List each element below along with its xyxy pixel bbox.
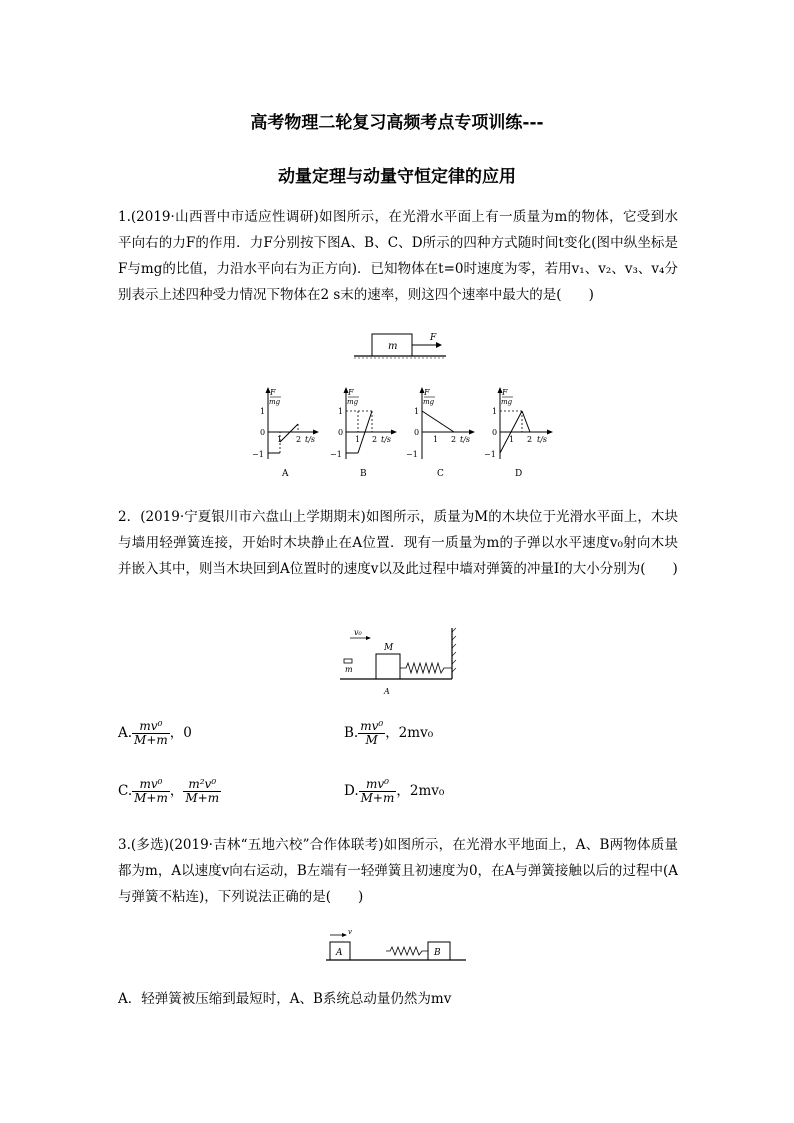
svg-text:0: 0 bbox=[414, 428, 420, 437]
svg-text:1: 1 bbox=[355, 435, 361, 444]
svg-text:F: F bbox=[424, 388, 430, 397]
svg-text:2: 2 bbox=[451, 435, 457, 444]
title-line-2: 动量定理与动量守恒定律的应用 bbox=[278, 167, 516, 187]
svg-text:1: 1 bbox=[433, 435, 439, 444]
svg-text:mg: mg bbox=[423, 398, 435, 406]
q3-A-label: A bbox=[336, 948, 343, 958]
svg-text:mg: mg bbox=[269, 398, 281, 406]
q1-graph-c-label: C bbox=[437, 469, 444, 479]
svg-text:−1: −1 bbox=[330, 450, 342, 459]
q2-m-label: m bbox=[345, 665, 353, 674]
q2-v0-label: v₀ bbox=[354, 628, 362, 637]
q2-spring-figure bbox=[336, 624, 460, 700]
svg-text:0: 0 bbox=[492, 428, 498, 437]
q2-option-b: B. $\frac{\text{mv⁰}}{M}$ ，2mv₀ bbox=[344, 719, 434, 747]
q2-option-c: C. $\frac{\text{mv⁰}}{M+m}$ ， $\frac{\text{m²v⁰}}{M+m}$ bbox=[118, 777, 220, 805]
svg-text:F: F bbox=[348, 388, 354, 397]
svg-text:−1: −1 bbox=[252, 450, 264, 459]
svg-text:0: 0 bbox=[338, 428, 344, 437]
q2-option-a: A. $\frac{\text{mv⁰}}{M+m}$ ，0 bbox=[118, 719, 192, 747]
svg-text:2: 2 bbox=[296, 435, 302, 444]
svg-text:1: 1 bbox=[414, 407, 420, 416]
svg-text:t/s: t/s bbox=[460, 435, 471, 444]
svg-text:mg: mg bbox=[501, 398, 513, 406]
question-3-text: 3.(多选)(2019·吉林“五地六校”合作体联考)如图所示，在光滑水平地面上，A、B两物体质量都为m，A以速度v向右运动，B左端有一轻弹簧且初速度为0，在A与弹簧接触以后的过程中(A与弹簧不粘连)，下列说法正确的是( ) bbox=[118, 837, 678, 905]
q1-graph-b bbox=[328, 384, 398, 479]
q1-graph-d bbox=[482, 384, 554, 479]
svg-text:1: 1 bbox=[260, 407, 266, 416]
svg-text:t/s: t/s bbox=[381, 435, 392, 444]
question-2-text: 2．(2019·宁夏银川市六盘山上学期期末)如图所示，质量为M的木块位于光滑水平面上，木块与墙用轻弹簧连接，开始时木块静止在A位置．现有一质量为m的子弹以水平速度v₀射向木块并嵌入其中，则当木块回到A位置时的速度v以及此过程中墙对弹簧的冲量I的大小分别为( ) bbox=[118, 509, 678, 577]
q3-v-label: v bbox=[348, 928, 352, 936]
svg-text:t/s: t/s bbox=[537, 435, 548, 444]
q3-B-label: B bbox=[434, 948, 441, 958]
svg-text:1: 1 bbox=[492, 407, 498, 416]
svg-text:1: 1 bbox=[509, 435, 515, 444]
svg-text:F: F bbox=[270, 388, 276, 397]
svg-text:F: F bbox=[502, 388, 508, 397]
q2-A-label: A bbox=[384, 687, 390, 696]
q1-graph-b-label: B bbox=[360, 469, 367, 479]
q3-option-a: A．轻弹簧被压缩到最短时，A、B系统总动量仍然为mv bbox=[118, 991, 452, 1007]
svg-text:2: 2 bbox=[372, 435, 378, 444]
q1-block-figure bbox=[350, 326, 450, 360]
q1-graph-c bbox=[404, 384, 476, 479]
svg-text:mg: mg bbox=[347, 398, 359, 406]
q1-graph-d-label: D bbox=[515, 469, 523, 479]
svg-text:t/s: t/s bbox=[305, 435, 316, 444]
svg-text:0: 0 bbox=[260, 428, 266, 437]
question-1-text: 1.(2019·山西晋中市适应性调研)如图所示，在光滑水平面上有一质量为m的物体，它受到水平向右的力F的作用．力F分别按下图A、B、C、D所示的四种方式随时间t变化(图中纵坐标是F与mg的比值，力沿水平向右为正方向)．已知物体在t=0时速度为零，若用v₁、v₂、v₃、v₄分别表示上述四种受力情况下物体在2 s末的速率，则这四个速率中最大的是( ) bbox=[118, 209, 678, 303]
svg-text:−1: −1 bbox=[406, 450, 418, 459]
svg-text:1: 1 bbox=[277, 435, 283, 444]
q1-graph-a-label: A bbox=[282, 469, 289, 479]
q2-M-label: M bbox=[384, 643, 394, 653]
svg-text:1: 1 bbox=[338, 407, 344, 416]
title-line-1: 高考物理二轮复习高频考点专项训练--- bbox=[250, 113, 544, 133]
q1-force-label: F bbox=[430, 333, 437, 343]
svg-text:2: 2 bbox=[527, 435, 533, 444]
q3-spring-figure bbox=[324, 924, 468, 968]
q2-option-d: D. $\frac{\text{mv⁰}}{M+m}$ ，2mv₀ bbox=[344, 777, 445, 805]
q1-block-label: m bbox=[388, 341, 398, 352]
q1-graph-a bbox=[250, 384, 320, 479]
svg-text:−1: −1 bbox=[484, 450, 496, 459]
